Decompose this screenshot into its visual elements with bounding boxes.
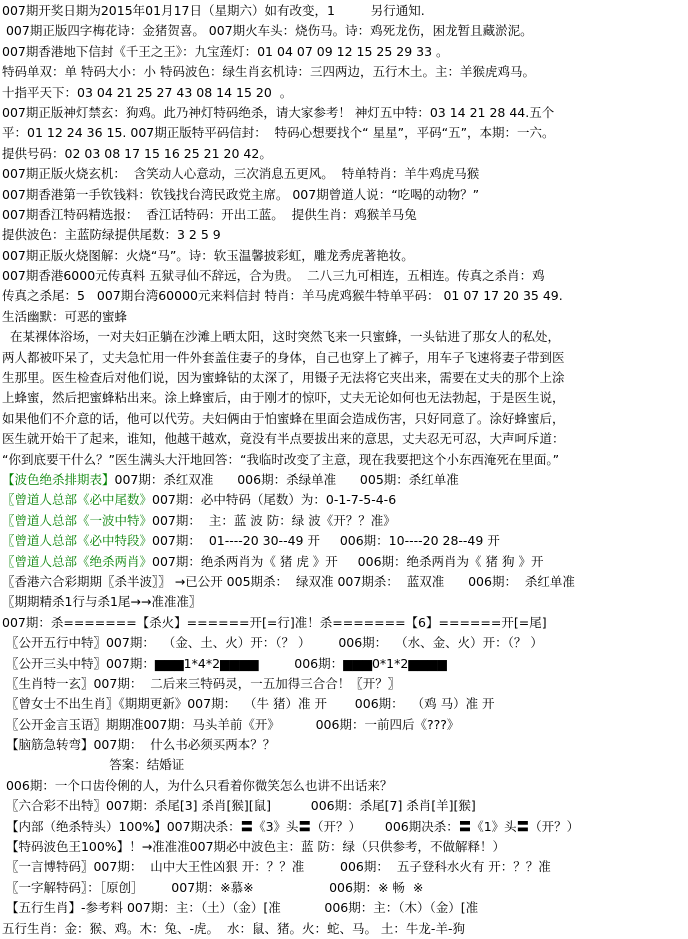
line-text: 生那里。医生检查后对他们说，因为蜜蜂钻的太深了，用镊子无法将它夹出来，需要在丈夫的那个上涂 — [2, 370, 565, 386]
line-text: 007期香港6000元传真料 五狱寻仙不辞远，合为贵。 二八三九可相连，五相连。传真之杀肖：鸡 — [2, 268, 545, 284]
section-heading: 【波色绝杀排期表】 — [2, 471, 115, 487]
line-text: 〖期期精杀1行与杀1尾→→准准准〗 — [2, 594, 202, 610]
text-line — [0, 246, 688, 266]
line-text: 007期正版神灯禁玄：狗鸡。此乃神灯特码绝杀，请大家参考！ 神灯五中特：03 14 21 28 44.五个 — [2, 104, 555, 120]
text-line — [0, 857, 688, 877]
line-text: 传真之杀尾：5 007期台湾60000元来料信封 特肖：羊马虎鸡猴牛特单平码： 01 07 17 20 35 49. — [2, 288, 563, 304]
line-text: 007期：杀红双准 006期：杀绿单准 005期：杀红单准 — [114, 471, 459, 487]
line-text: 提供波色：主蓝防绿提供尾数：3 2 5 9 — [2, 227, 221, 243]
line-text: 提供号码：02 03 08 17 15 16 25 21 20 42。 — [2, 145, 272, 161]
line-text: 007期正版四字梅花诗：金猪贺喜。 007期火车头：烧伤马。诗：鸡死龙伤，困龙暂且藏淤泥。 — [2, 23, 533, 39]
text-line — [0, 348, 688, 368]
line-text: 答案：结婚证 — [2, 757, 185, 773]
line-text: 【脑筋急转弯】007期： 什么书必须买两本？？ — [2, 737, 276, 753]
line-text: 【五行生肖】-参考料 007期：主：（土）（金）[准 006期：主：（木）（金）[准 — [2, 900, 479, 916]
line-text: 十指平天下：03 04 21 25 27 43 08 14 15 20 。 — [2, 84, 293, 100]
line-text: 平：01 12 24 36 15. 007期正版特平码信封： 特码心想要找个“ 星星”，平码“五”，本期：一六。 — [2, 125, 555, 141]
text-line — [0, 103, 688, 123]
line-text: 007期：杀=======【杀火】======开[=行]准！杀=======【6】======开[=尾] — [2, 614, 547, 630]
text-line — [0, 144, 688, 164]
text-line — [0, 613, 688, 633]
line-text: 医生就开始干了起来，谁知，他越干越欢，竟没有半点要拔出来的意思，丈夫忍无可忍，大声呵斥道： — [2, 431, 565, 447]
text-line — [0, 531, 688, 551]
line-text: 〖香港六合彩期期〖杀半波〗〗 →已公开 005期杀： 绿双准 007期杀： 蓝双准 006期： 杀红单准 — [2, 573, 575, 589]
text-line — [0, 592, 688, 612]
text-line — [0, 817, 688, 837]
text-line — [0, 898, 688, 918]
line-text: 特码单双：单 特码大小：小 特码波色：绿生肖玄机诗：三四两边，五行木土。主：羊猴虎鸡马。 — [2, 64, 535, 80]
text-line — [0, 450, 688, 470]
section-heading: 〖曾道人总部《必中特段》 — [2, 533, 153, 549]
text-line — [0, 409, 688, 429]
line-text: 006期：一个口齿伶俐的人，为什么只看着你微笑怎么也讲不出话来？ — [2, 777, 393, 793]
text-line — [0, 225, 688, 245]
line-text: 两人都被吓呆了，丈夫急忙用一件外套盖住妻子的身体，自己也穿上了裤子，用车子飞速将妻子带到医 — [2, 349, 565, 365]
line-text: 〖曾女士不出生肖〗《期期更新》007期： （牛 猪）准 开 006期： （鸡 马）准 开 — [2, 696, 495, 712]
text-line — [0, 123, 688, 143]
text-line — [0, 735, 688, 755]
text-line — [0, 185, 688, 205]
line-text: 如果他们不介意的话，他可以代劳。夫妇俩由于怕蜜蜂在里面会造成伤害，只好同意了。涂好蜂蜜后， — [2, 410, 565, 426]
text-line — [0, 919, 688, 939]
text-line — [0, 388, 688, 408]
line-text: “你到底要干什么？”医生满头大汗地回答：“我临时改变了主意，现在我要把这个小东西淹死在里面。” — [2, 451, 560, 467]
line-text: 007期开奖日期为2015年01月17日（星期六）如有改变，1 另行通知. — [2, 3, 425, 18]
text-line — [0, 21, 688, 41]
text-line — [0, 164, 688, 184]
text-line — [0, 368, 688, 388]
line-text: 生活幽默：可恶的蜜蜂 — [2, 308, 128, 324]
text-line — [0, 286, 688, 306]
line-text: 007期香江特码精选报： 香江话特码：开出工蓝。 提供生肖：鸡猴羊马兔 — [2, 206, 417, 222]
line-text: 007期：必中特码（尾数）为：0-1-7-5-4-6 — [152, 492, 397, 508]
text-line — [0, 205, 688, 225]
line-text: 007期正版火烧图解：火烧“马”。诗：软玉温馨披彩虹，雕龙秀虎著艳妆。 — [2, 247, 414, 263]
text-line — [0, 715, 688, 735]
line-text: 007期香港地下信封《千王之王》：九宝莲灯：01 04 07 09 12 15 25 29 33 。 — [2, 43, 449, 59]
text-line — [0, 878, 688, 898]
line-text: 007期： 01----20 30--49 开 006期：10----20 28--49 开 — [152, 533, 500, 549]
text-line — [0, 490, 688, 510]
text-line — [0, 307, 688, 327]
text-line — [0, 62, 688, 82]
text-line — [0, 572, 688, 592]
line-text: 在某裸体浴场，一对夫妇正躺在沙滩上晒太阳，这时突然飞来一只蜜蜂，一头钻进了那女人的私处， — [2, 329, 560, 345]
section-heading: 〖曾道人总部《必中尾数》 — [2, 492, 153, 508]
line-text: 〖生肖特一玄〗007期： 二后来三特码灵，一五加得三合合！〖开？〗 — [2, 675, 401, 691]
line-text: 007期： 主：蓝 波 防：绿 波《开？？准》 — [152, 512, 396, 528]
line-text: 〖公开三头中特〗007期：▆▆▆1*4*2▆▆▆▆ 006期：▆▆▆0*1*2▆▆▆▆ — [2, 655, 447, 671]
line-text: 007期香港第一手钦钱料：钦钱找台湾民政党主席。 007期曾道人说：“吃喝的动物？” — [2, 186, 480, 202]
line-text: 〖公开五行中特〗007期： （金、土、火）开：（？ ） 006期： （水、金、火）开：（？ ） — [2, 635, 543, 651]
text-line — [0, 1, 688, 21]
line-text: 【特码波色王100%】！→准准准007期必中波色主：蓝 防：绿（只供参考，不做解释！） — [2, 839, 506, 855]
section-heading: 〖曾道人总部《绝杀两肖》 — [2, 553, 153, 569]
section-heading: 〖曾道人总部《一波中特》 — [2, 512, 153, 528]
text-line — [0, 470, 688, 490]
text-line — [0, 755, 688, 775]
line-text: 〖一言博特码〗007期： 山中大王性凶狠 开：？？准 006期： 五子登科水火有 开：？？准 — [2, 859, 551, 875]
text-line — [0, 42, 688, 62]
text-line — [0, 654, 688, 674]
text-line — [0, 266, 688, 286]
line-text: 007期正版火烧玄机： 含笑动人心意动，三次消息五更风。 特单特肖：羊牛鸡虎马猴 — [2, 166, 480, 182]
line-text: 【内部（绝杀特头）100%】007期决杀：〓《3》头〓（开？） 006期决杀：〓《1》头〓（开？） — [2, 818, 580, 834]
line-text: 007期：绝杀两肖为《 猪 虎 》开 006期：绝杀两肖为《 猪 狗 》开 — [152, 553, 544, 569]
text-line — [0, 633, 688, 653]
text-line — [0, 837, 688, 857]
text-line — [0, 511, 688, 531]
line-text: 五行生肖：金：猴、鸡。木：兔、-虎。 水：鼠、猪。火：蛇、马。 土：牛龙-羊-狗 — [2, 920, 465, 936]
line-text: 上蜂蜜，然后把蜜蜂粘出来。涂上蜂蜜后，由于刚才的惊吓，丈夫无论如何也无法勃起，于是医生说， — [2, 390, 565, 406]
line-text: 〖公开金言玉语〗期期准007期：马头羊前《开》 006期：一前四后《???》 — [2, 716, 460, 732]
text-line — [0, 83, 688, 103]
text-line — [0, 796, 688, 816]
text-line — [0, 429, 688, 449]
line-text: 〖六合彩不出特〗007期：杀尾[3] 杀肖[猴][鼠] 006期：杀尾[7] 杀肖[羊][猴] — [2, 798, 476, 814]
text-line — [0, 694, 688, 714]
text-line — [0, 674, 688, 694]
text-line — [0, 776, 688, 796]
text-line — [0, 552, 688, 572]
text-line — [0, 327, 688, 347]
line-text: 〖一字解特码〗：［原创］ 007期：※慕※ 006期：※ 畅 ※ — [2, 879, 424, 895]
